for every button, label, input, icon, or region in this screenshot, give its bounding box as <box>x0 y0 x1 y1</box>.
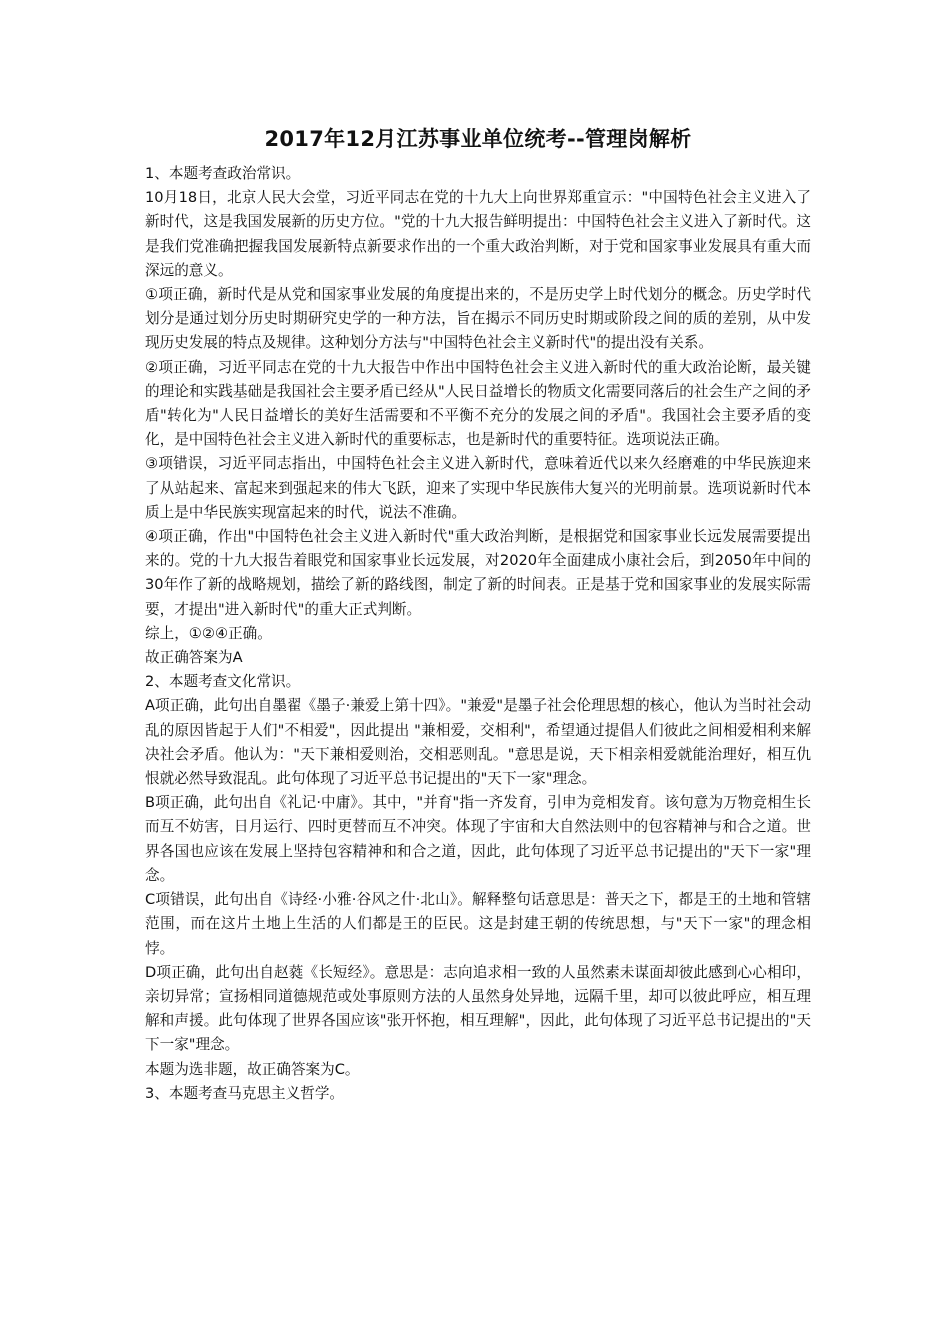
paragraph: 本题为选非题，故正确答案为C。 <box>145 1060 360 1078</box>
paragraph: ③项错误，习近平同志指出，中国特色社会主义进入新时代，意味着近代以来久经磨难的中华民族迎来了从站起来、富起来到强起来的伟大飞跃，迎来了实现中华民族伟大复兴的光明前景。选项说新时代本质上是中华民族实现富起来的时代，说法不准确。 <box>145 455 811 521</box>
paragraph: B项正确，此句出自《礼记·中庸》。其中，"并育"指一齐发育，引申为竞相发育。该句意为万物竞相生长而互不妨害，日月运行、四时更替而互不冲突。体现了宇宙和大自然法则中的包容精神与和合之道。世界各国也应该在发展上坚持包容精神和和合之道，因此，此句体现了习近平总书记提出的"天下一家"理念。 <box>145 794 811 884</box>
document-title: 2017年12月江苏事业单位统考--管理岗解析 <box>264 127 692 151</box>
paragraph: 1、本题考查政治常识。 <box>145 165 301 182</box>
paragraph: 3、本题考查马克思主义哲学。 <box>145 1084 345 1102</box>
paragraph: 10月18日，北京人民大会堂，习近平同志在党的十九大上向世界郑重宣示："中国特色社会主义进入了新时代，这是我国发展新的历史方位。"党的十九大报告鲜明提出：中国特色社会主义进入了新时代。这是我们党准确把握我国发展新特点新要求作出的一个重大政治判断，对于党和国家事业发展具有重大而深远的意义。 <box>145 189 811 279</box>
paragraph: ①项正确，新时代是从党和国家事业发展的角度提出来的，不是历史学上时代划分的概念。历史学时代划分是通过划分历史时期研究史学的一种方法，旨在揭示不同历史时期或阶段之间的质的差别，从中发现历史发展的特点及规律。这种划分方法与"中国特色社会主义新时代"的提出没有关系。 <box>145 286 811 352</box>
paragraph: D项正确，此句出自赵蕤《长短经》。意思是：志向追求相一致的人虽然素未谋面却彼此感到心心相印，亲切异常；宣扬相同道德规范或处事原则方法的人虽然身处异地，远隔千里，却可以彼此呼应，相互理解和声援。此句体现了世界各国应该"张开怀抱，相互理解"，因此，此句体现了习近平总书记提出的"天下一家"理念。 <box>145 963 811 1054</box>
document-page <box>145 120 811 1106</box>
paragraph: A项正确，此句出自墨翟《墨子·兼爱上第十四》。"兼爱"是墨子社会伦理思想的核心，他认为当时社会动乱的原因皆起于人们"不相爱"，因此提出 "兼相爱，交相利"，希望通过提倡人们彼此之间相爱相利来解决社会矛盾。他认为："天下兼相爱则治，交相恶则乱。"意思是说，天下相亲相爱就能治理好，相互仇恨就必然导致混乱。此句体现了习近平总书记提出的"天下一家"理念。 <box>145 697 811 788</box>
paragraph: 故正确答案为A <box>145 649 243 667</box>
paragraph: ④项正确，作出"中国特色社会主义进入新时代"重大政治判断，是根据党和国家事业长远发展需要提出来的。党的十九大报告着眼党和国家事业长远发展，对2020年全面建成小康社会后，到2050年中间的30年作了新的战略规划，描绘了新的路线图，制定了新的时间表。正是基于党和国家事业的发展实际需要，才提出"进入新时代"的重大正式判断。 <box>145 528 811 618</box>
paragraph: ②项正确，习近平同志在党的十九大报告中作出中国特色社会主义进入新时代的重大政治论断，最关键的理论和实践基础是我国社会主要矛盾已经从"人民日益增长的物质文化需要同落后的社会生产之间的矛盾"转化为"人民日益增长的美好生活需要和不平衡不充分的发展之间的矛盾"。我国社会主要矛盾的变化，是中国特色社会主义进入新时代的重要标志，也是新时代的重要特征。选项说法正确。 <box>145 358 811 449</box>
paragraph: 综上，①②④正确。 <box>145 624 272 642</box>
paragraph: C项错误，此句出自《诗经·小雅·谷风之什·北山》。解释整句话意思是：普天之下，都是王的土地和管辖范围，而在这片土地上生活的人们都是王的臣民。这是封建王朝的传统思想，与"天下一家"的理念相悖。 <box>145 891 811 957</box>
paragraph: 2、本题考查文化常识。 <box>145 673 301 691</box>
